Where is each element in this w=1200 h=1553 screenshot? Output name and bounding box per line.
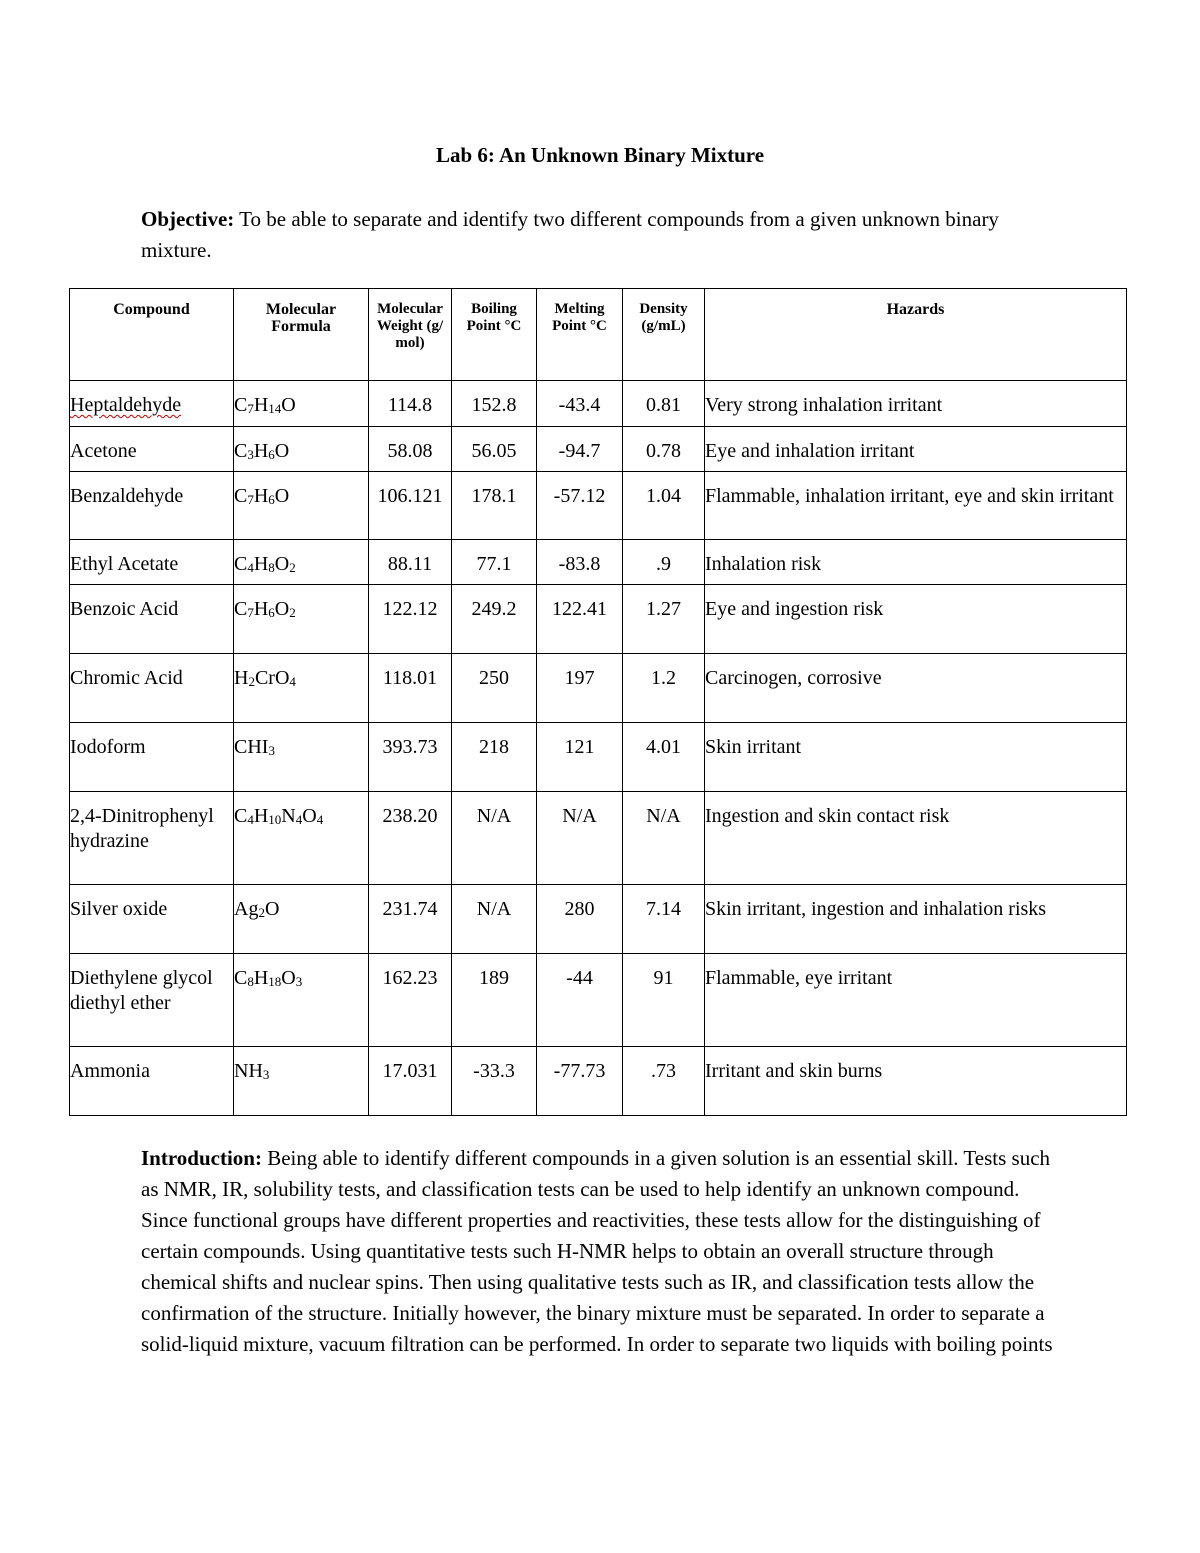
molecular-weight-cell: 238.20 [369, 792, 452, 885]
formula-element: O [274, 440, 290, 462]
melting-point-cell: -94.7 [537, 427, 623, 472]
melting-point-cell: N/A [537, 792, 623, 885]
compound-name-cell [70, 954, 234, 1047]
formula-element: H [253, 598, 269, 620]
formula-subscript: 3 [268, 743, 275, 758]
hazards-cell: Skin irritant, ingestion and inhalation risks [705, 885, 1127, 954]
molecular-weight-cell: 106.121 [369, 472, 452, 540]
hazards-cell: Carcinogen, corrosive [705, 654, 1127, 723]
compound-name: Benzaldehyde [70, 485, 184, 507]
formula-element: O [281, 394, 296, 416]
boiling-point-cell: 178.1 [452, 472, 537, 540]
boiling-point-cell: -33.3 [452, 1047, 537, 1116]
density-cell: 7.14 [623, 885, 705, 954]
table-row [70, 540, 1127, 585]
boiling-point-cell: N/A [452, 792, 537, 885]
boiling-point-cell: 152.8 [452, 381, 537, 427]
formula-subscript: 14 [268, 401, 282, 416]
formula-subscript: 7 [247, 492, 254, 507]
density-cell: .9 [623, 540, 705, 585]
formula-subscript: 18 [268, 974, 282, 989]
table-row [70, 427, 1127, 472]
header-compound: Compound [70, 289, 234, 381]
hazards-cell: Skin irritant [705, 723, 1127, 792]
formula-subscript: 4 [247, 560, 254, 575]
molecular-formula-cell [234, 472, 369, 540]
formula-subscript: 6 [268, 492, 275, 507]
compound-name-cell [70, 381, 234, 427]
formula-element: H [253, 553, 269, 575]
table-row [70, 585, 1127, 654]
hazards-cell: Very strong inhalation irritant [705, 381, 1127, 427]
molecular-weight-cell: 162.23 [369, 954, 452, 1047]
boiling-point-cell: N/A [452, 885, 537, 954]
formula-element: C [234, 553, 248, 575]
hazards-cell: Eye and ingestion risk [705, 585, 1127, 654]
formula-subscript: 3 [247, 447, 254, 462]
formula-element: C [234, 440, 248, 462]
table-row [70, 885, 1127, 954]
formula-element: C [234, 394, 248, 416]
formula-element: N [281, 805, 296, 827]
density-cell: .73 [623, 1047, 705, 1116]
introduction-text: Being able to identify different compounds in a given solution is an essential skill. Tests such as NMR, IR, solubility tests, and classification tests can be used to help identify an unknown compound. Since functional groups have different properties and reactivities, these tests allow for the distinguishing of certain compounds. Using quantitative tests such H-NMR helps to obtain an overall structure through chemical shifts and nuclear spins. Then using qualitative tests such as IR, and classification tests allow the confirmation of the structure. Initially however, the binary mixture must be separated. In order to separate a solid-liquid mixture, vacuum filtration can be performed. In order to separate two liquids with boiling points [141, 1146, 1053, 1356]
formula-element: CrO [254, 667, 290, 689]
formula-element: H [253, 440, 269, 462]
hazards-cell: Irritant and skin burns [705, 1047, 1127, 1116]
molecular-weight-cell: 58.08 [369, 427, 452, 472]
header-melting-point: Melting Point °C [537, 289, 623, 381]
formula-subscript: 8 [247, 974, 254, 989]
molecular-formula-cell [234, 723, 369, 792]
compound-name: 2,4-Dinitrophenyl hydrazine [70, 805, 214, 852]
compound-name: Acetone [70, 440, 137, 462]
formula-element: O [274, 553, 290, 575]
formula-element: CHI [234, 736, 269, 758]
objective-text: To be able to separate and identify two different compounds from a given unknown binary mixture. [141, 207, 999, 262]
compound-name-cell [70, 427, 234, 472]
compound-name: Silver oxide [70, 898, 168, 920]
molecular-weight-cell: 122.12 [369, 585, 452, 654]
density-cell: 1.27 [623, 585, 705, 654]
table-row [70, 723, 1127, 792]
molecular-formula-cell [234, 427, 369, 472]
header-hazards: Hazards [705, 289, 1127, 381]
melting-point-cell: 121 [537, 723, 623, 792]
hazards-cell: Eye and inhalation irritant [705, 427, 1127, 472]
compound-name-cell [70, 792, 234, 885]
compound-name-cell [70, 585, 234, 654]
boiling-point-cell: 250 [452, 654, 537, 723]
density-cell: N/A [623, 792, 705, 885]
formula-subscript: 2 [258, 905, 265, 920]
molecular-weight-cell: 88.11 [369, 540, 452, 585]
formula-subscript: 7 [247, 605, 254, 620]
molecular-formula-cell [234, 885, 369, 954]
melting-point-cell: 280 [537, 885, 623, 954]
molecular-formula-cell [234, 954, 369, 1047]
objective-paragraph [141, 204, 1061, 266]
formula-subscript: 2 [289, 605, 296, 620]
formula-subscript: 3 [295, 974, 303, 989]
formula-element: O [264, 898, 280, 920]
formula-subscript: 7 [247, 401, 254, 416]
melting-point-cell: 197 [537, 654, 623, 723]
table-row [70, 381, 1127, 427]
formula-element: H [234, 667, 249, 689]
compound-name-cell [70, 723, 234, 792]
density-cell: 91 [623, 954, 705, 1047]
melting-point-cell: -83.8 [537, 540, 623, 585]
document-title: Lab 6: An Unknown Binary Mixture [435, 143, 765, 167]
header-density: Density (g/mL) [623, 289, 705, 381]
compound-name: Heptaldehyde [70, 394, 182, 416]
compound-name: Ethyl Acetate [70, 553, 179, 575]
molecular-formula-cell [234, 585, 369, 654]
density-cell: 0.81 [623, 381, 705, 427]
melting-point-cell: 122.41 [537, 585, 623, 654]
table-row [70, 472, 1127, 540]
formula-subscript: 6 [268, 447, 275, 462]
molecular-weight-cell: 17.031 [369, 1047, 452, 1116]
density-cell: 1.2 [623, 654, 705, 723]
formula-element: C [234, 967, 248, 989]
compound-name: Benzoic Acid [70, 598, 179, 620]
table-header-row [70, 289, 1127, 381]
introduction-label: Introduction: [141, 1146, 262, 1170]
formula-element: Ag [234, 898, 259, 920]
molecular-formula-cell [234, 381, 369, 427]
molecular-formula-cell [234, 540, 369, 585]
boiling-point-cell: 249.2 [452, 585, 537, 654]
formula-element: C [234, 805, 248, 827]
molecular-formula-cell [234, 654, 369, 723]
table-row [70, 792, 1127, 885]
formula-subscript: 3 [262, 1067, 270, 1082]
formula-subscript: 2 [289, 560, 296, 575]
compound-name: Ammonia [70, 1060, 150, 1082]
molecular-weight-cell: 114.8 [369, 381, 452, 427]
formula-subscript: 4 [295, 812, 303, 827]
formula-subscript: 4 [289, 674, 296, 689]
table-row [70, 654, 1127, 723]
formula-subscript: 6 [268, 605, 275, 620]
formula-element: C [234, 598, 248, 620]
boiling-point-cell: 218 [452, 723, 537, 792]
formula-element: H [253, 805, 269, 827]
table-row [70, 1047, 1127, 1116]
header-boiling-point: Boiling Point °C [452, 289, 537, 381]
compound-name-cell [70, 885, 234, 954]
boiling-point-cell: 77.1 [452, 540, 537, 585]
molecular-weight-cell: 231.74 [369, 885, 452, 954]
compound-name: Chromic Acid [70, 667, 183, 689]
formula-element: C [234, 485, 248, 507]
melting-point-cell: -43.4 [537, 381, 623, 427]
compound-name: Iodoform [70, 736, 146, 758]
hazards-cell: Flammable, eye irritant [705, 954, 1127, 1047]
formula-element: H [253, 394, 269, 416]
compound-name-cell [70, 540, 234, 585]
formula-subscript: 10 [268, 812, 282, 827]
molecular-weight-cell: 118.01 [369, 654, 452, 723]
formula-subscript: 4 [247, 812, 254, 827]
formula-element: H [253, 967, 269, 989]
table-body [70, 381, 1127, 1116]
melting-point-cell: -77.73 [537, 1047, 623, 1116]
formula-element: O [302, 805, 317, 827]
header-molecular-formula: Molecular Formula [234, 289, 369, 381]
compound-name-cell [70, 654, 234, 723]
formula-element: O [274, 598, 290, 620]
molecular-formula-cell [234, 1047, 369, 1116]
objective-label: Objective: [141, 207, 235, 231]
melting-point-cell: -57.12 [537, 472, 623, 540]
formula-element: NH [234, 1060, 263, 1082]
formula-subscript: 4 [316, 812, 324, 827]
compound-name-cell [70, 472, 234, 540]
compound-properties-table [69, 288, 1127, 1116]
header-molecular-weight: Molecular Weight (g/mol) [369, 289, 452, 381]
introduction-paragraph [141, 1143, 1061, 1360]
melting-point-cell: -44 [537, 954, 623, 1047]
formula-subscript: 2 [248, 674, 255, 689]
hazards-cell: Flammable, inhalation irritant, eye and skin irritant [705, 472, 1127, 540]
formula-element: O [274, 485, 290, 507]
formula-subscript: 8 [268, 560, 275, 575]
formula-element: H [253, 485, 269, 507]
hazards-cell: Inhalation risk [705, 540, 1127, 585]
table-row [70, 954, 1127, 1047]
compound-name: Diethylene glycol diethyl ether [70, 967, 213, 1014]
molecular-weight-cell: 393.73 [369, 723, 452, 792]
boiling-point-cell: 189 [452, 954, 537, 1047]
density-cell: 1.04 [623, 472, 705, 540]
boiling-point-cell: 56.05 [452, 427, 537, 472]
molecular-formula-cell [234, 792, 369, 885]
compound-name-cell [70, 1047, 234, 1116]
hazards-cell: Ingestion and skin contact risk [705, 792, 1127, 885]
density-cell: 4.01 [623, 723, 705, 792]
formula-element: O [281, 967, 296, 989]
density-cell: 0.78 [623, 427, 705, 472]
